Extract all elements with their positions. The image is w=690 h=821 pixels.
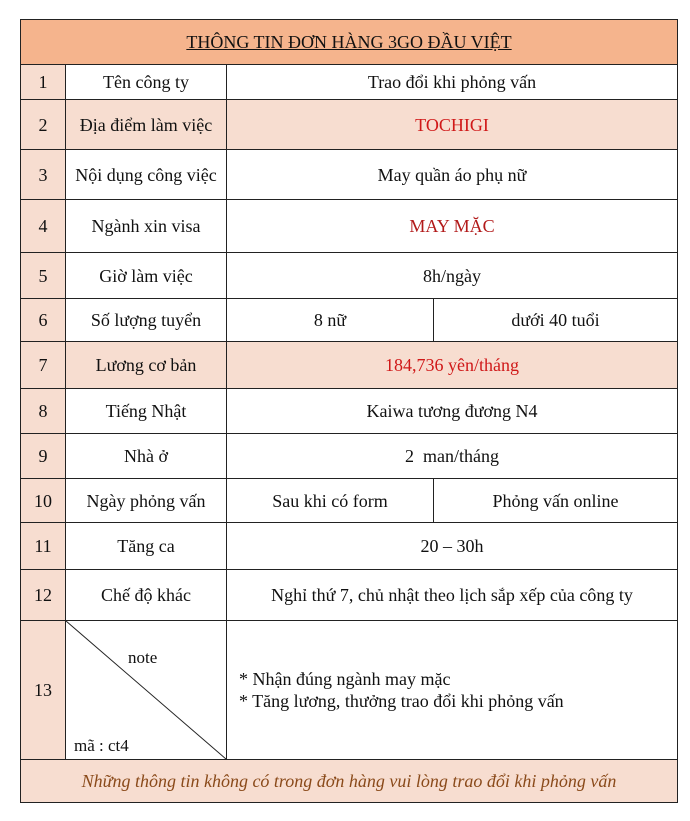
code-label: mã : ct4 <box>74 736 129 755</box>
footer-row <box>21 760 678 803</box>
table-row <box>21 253 678 299</box>
row-value-b: Phỏng vấn online <box>434 479 678 523</box>
row-label: Số lượng tuyển <box>66 299 227 342</box>
row-label: Ngày phỏng vấn <box>66 479 227 523</box>
row-number: 9 <box>21 434 66 479</box>
table-row <box>21 150 678 200</box>
notes-cell <box>227 621 678 760</box>
row-number: 3 <box>21 150 66 200</box>
table-row <box>21 342 678 389</box>
row-value: Kaiwa tương đương N4 <box>227 389 678 434</box>
note-line: * Tăng lương, thưởng trao đổi khi phỏng vấn <box>239 691 564 711</box>
row-value: Trao đổi khi phỏng vấn <box>227 65 678 100</box>
row-number: 6 <box>21 299 66 342</box>
row-value: TOCHIGI <box>227 100 678 150</box>
row-label: Tăng ca <box>66 523 227 570</box>
row-label: Chế độ khác <box>66 570 227 621</box>
row-number: 10 <box>21 479 66 523</box>
row-number: 8 <box>21 389 66 434</box>
row-number: 12 <box>21 570 66 621</box>
row-label: Tên công ty <box>66 65 227 100</box>
row-value: 2 man/tháng <box>227 434 678 479</box>
row-label: Tiếng Nhật <box>66 389 227 434</box>
row-label: Lương cơ bản <box>66 342 227 389</box>
row-number: 7 <box>21 342 66 389</box>
row-number: 11 <box>21 523 66 570</box>
row-value-b: dưới 40 tuổi <box>434 299 678 342</box>
row-label: Nhà ở <box>66 434 227 479</box>
row-label: Ngành xin visa <box>66 200 227 253</box>
row-value-a: 8 nữ <box>227 299 434 342</box>
row-value: Nghỉ thứ 7, chủ nhật theo lịch sắp xếp của công ty <box>227 570 678 621</box>
table-row <box>21 523 678 570</box>
page-title: THÔNG TIN ĐƠN HÀNG 3GO ĐẦU VIỆT <box>21 20 678 65</box>
row-value: 184,736 yên/tháng <box>227 342 678 389</box>
table-row <box>21 621 678 760</box>
row-value: 8h/ngày <box>227 253 678 299</box>
row-number: 5 <box>21 253 66 299</box>
table-row <box>21 570 678 621</box>
row-label: Giờ làm việc <box>66 253 227 299</box>
table-row <box>21 65 678 100</box>
row-number: 4 <box>21 200 66 253</box>
row-value: May quần áo phụ nữ <box>227 150 678 200</box>
row-number: 2 <box>21 100 66 150</box>
row-value: 20 – 30h <box>227 523 678 570</box>
note-label: note <box>128 648 158 667</box>
row-label: Địa điểm làm việc <box>66 100 227 150</box>
row-value-a: Sau khi có form <box>227 479 434 523</box>
row-value: MAY MẶC <box>227 200 678 253</box>
row-label: Nội dụng công việc <box>66 150 227 200</box>
table-row <box>21 479 678 523</box>
table-row <box>21 100 678 150</box>
table-row <box>21 434 678 479</box>
table-row <box>21 389 678 434</box>
row-number: 13 <box>21 621 66 760</box>
table-row <box>21 299 678 342</box>
footer-note: Những thông tin không có trong đơn hàng vui lòng trao đổi khi phỏng vấn <box>21 760 678 803</box>
row-number: 1 <box>21 65 66 100</box>
table-row <box>21 200 678 253</box>
note-line: * Nhận đúng ngành may mặc <box>239 669 451 689</box>
title-row <box>21 20 678 65</box>
note-diagonal-cell <box>66 621 227 760</box>
order-info-table <box>20 19 678 803</box>
